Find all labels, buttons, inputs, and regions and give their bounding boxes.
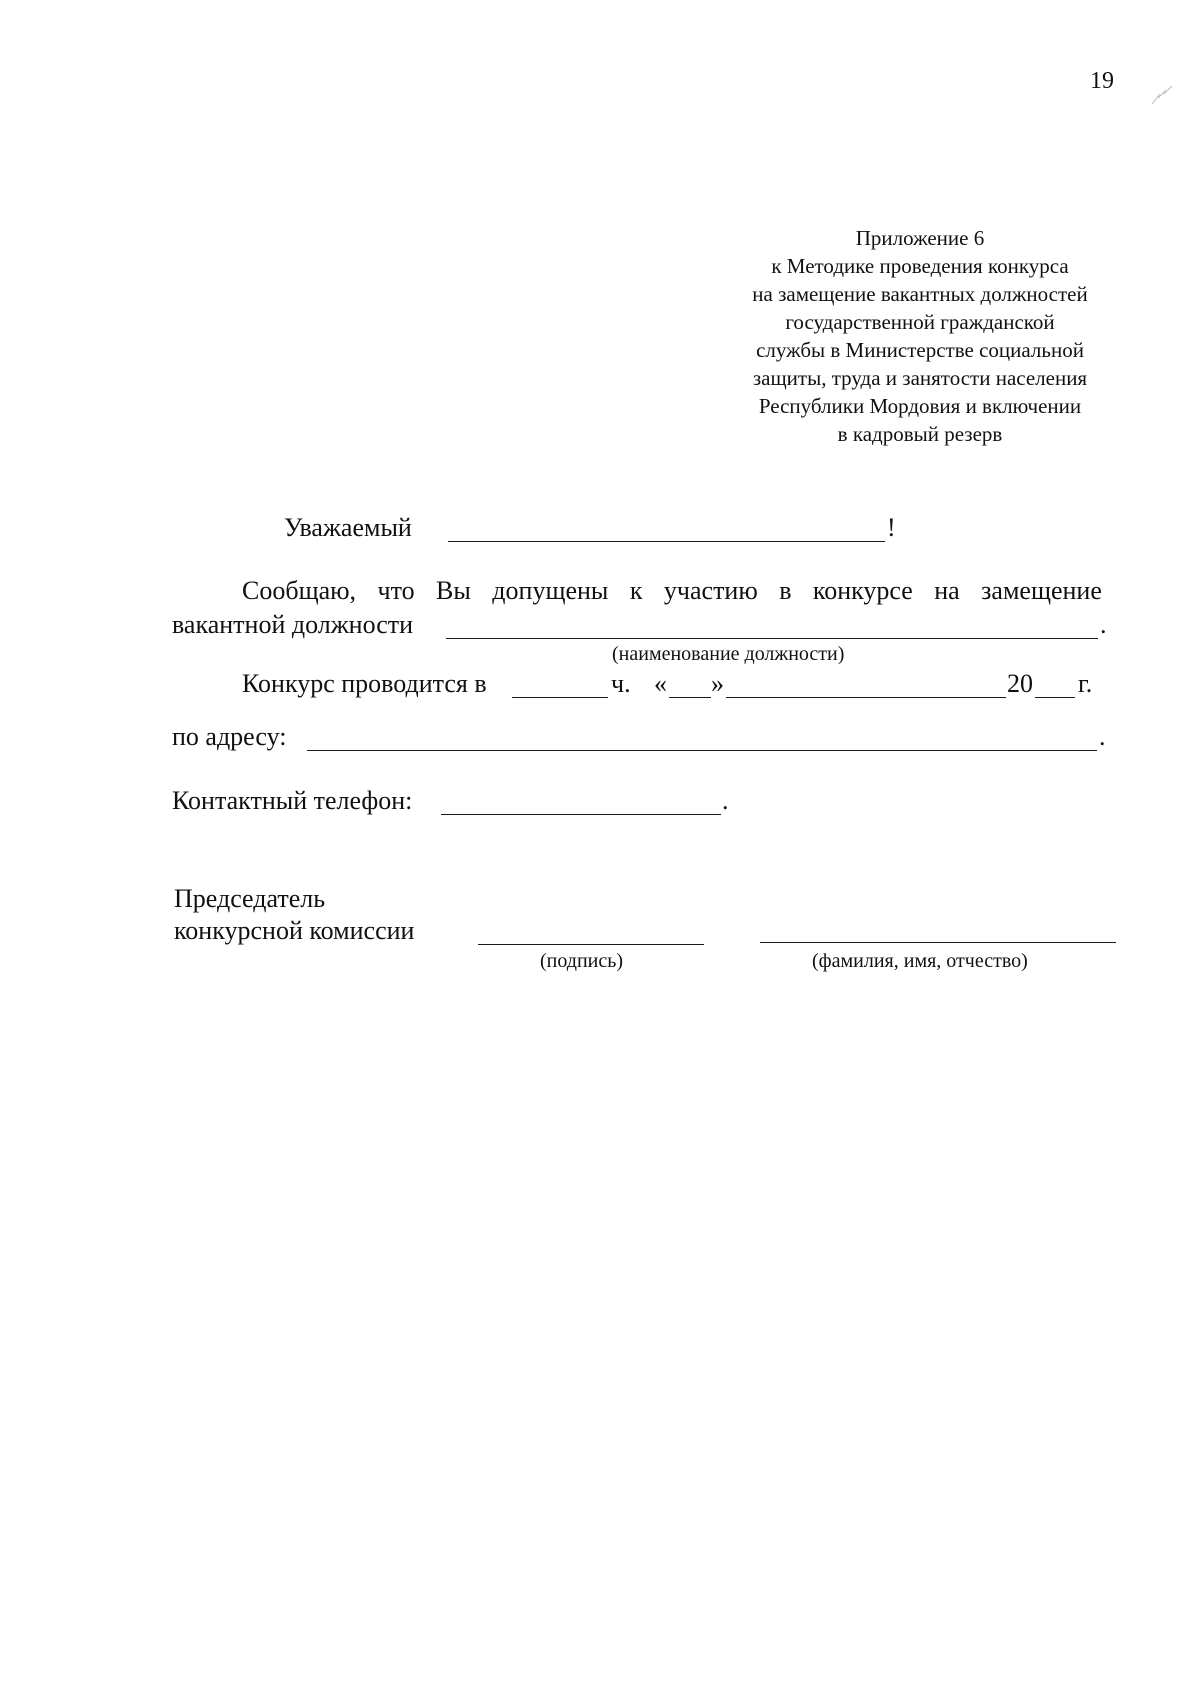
appendix-line: государственной гражданской (785, 310, 1055, 334)
position-caption: (наименование должности) (612, 643, 845, 665)
notice-word: Сообщаю, (242, 576, 357, 605)
appendix-header (720, 224, 1120, 448)
chairman-name-field[interactable] (760, 942, 1116, 943)
recipient-name-field[interactable] (448, 541, 885, 542)
contest-hour-field[interactable] (512, 697, 608, 698)
greeting-exclamation: ! (887, 513, 896, 542)
position-line-end: . (1100, 610, 1107, 639)
contest-day-field[interactable] (669, 697, 711, 698)
notice-word: в (779, 576, 792, 605)
appendix-line: службы в Министерстве социальной (756, 338, 1084, 362)
phone-line-end: . (722, 786, 729, 815)
page-number: 19 (1090, 68, 1114, 94)
appendix-line: защиты, труда и занятости населения (752, 366, 1088, 390)
appendix-line: Приложение 6 (855, 226, 985, 250)
name-caption: (фамилия, имя, отчество) (812, 950, 1028, 972)
vacant-position-label: вакантной должности (172, 610, 414, 639)
notice-word: допущены (492, 576, 609, 605)
notice-word: к (629, 576, 643, 605)
notice-word: на (934, 576, 960, 605)
chairman-title-line-1: Председатель (174, 884, 326, 913)
phone-field[interactable] (441, 814, 721, 815)
phone-label: Контактный телефон: (172, 786, 413, 815)
scan-mark-icon (1148, 80, 1178, 110)
contest-year-field[interactable] (1035, 697, 1075, 698)
notice-word: конкурсе (812, 576, 913, 605)
notice-word: Вы (436, 576, 471, 605)
address-line-end: . (1099, 722, 1106, 751)
quote-close: » (711, 669, 724, 698)
signature-field[interactable] (478, 944, 704, 945)
year-prefix: 20 (1007, 669, 1033, 698)
quote-open: « (654, 669, 667, 698)
address-label: по адресу: (172, 722, 287, 751)
notice-word: участию (663, 576, 758, 605)
signature-caption: (подпись) (540, 950, 624, 972)
appendix-line: в кадровый резерв (837, 422, 1003, 446)
hours-unit: ч. (611, 669, 631, 698)
notice-line-1 (242, 576, 1102, 606)
appendix-line: на замещение вакантных должностей (752, 282, 1088, 306)
contest-label: Конкурс проводится в (242, 669, 487, 698)
contest-month-field[interactable] (726, 697, 1006, 698)
appendix-line: Республики Мордовия и включении (758, 394, 1082, 418)
year-suffix: г. (1078, 669, 1093, 698)
notice-word: замещение (981, 576, 1102, 605)
address-field[interactable] (307, 750, 1097, 751)
appendix-line: к Методике проведения конкурса (771, 254, 1069, 278)
greeting-label: Уважаемый (284, 513, 412, 542)
position-name-field[interactable] (446, 638, 1098, 639)
chairman-title-line-2: конкурсной комиссии (174, 916, 415, 945)
notice-word: что (377, 576, 415, 605)
